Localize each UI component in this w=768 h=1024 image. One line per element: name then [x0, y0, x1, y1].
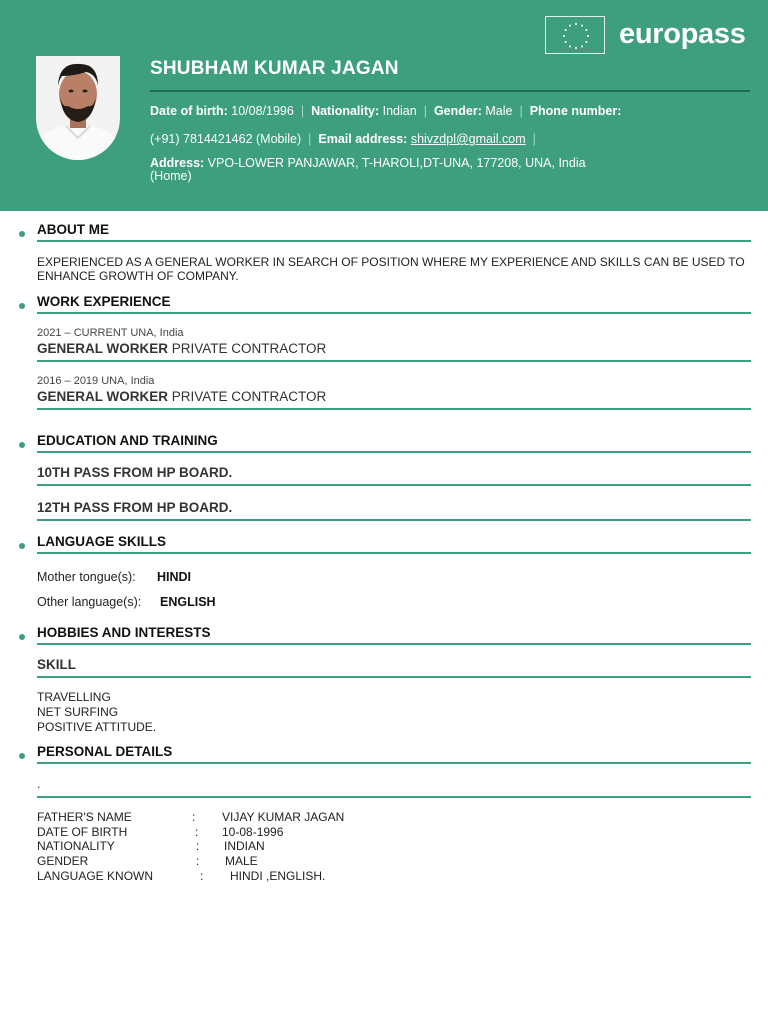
header-divider [150, 90, 750, 92]
brand-name: europass [619, 18, 746, 50]
section-rule [37, 451, 751, 453]
section-rule [37, 643, 751, 645]
separator: | [300, 104, 305, 118]
section-title-education: EDUCATION AND TRAINING [37, 433, 218, 448]
work-title: GENERAL WORKER [37, 389, 169, 404]
section-bullet [19, 634, 25, 640]
hobby-item: NET SURFING [37, 705, 119, 719]
personal-colon: : [196, 839, 200, 853]
personal-label: NATIONALITY [37, 839, 115, 853]
cv-header [0, 0, 768, 211]
personal-label: DATE OF BIRTH [37, 825, 128, 839]
entry-rule [37, 519, 751, 521]
email-link[interactable]: shivzdpl@gmail.com [410, 132, 526, 146]
europass-logo [545, 16, 755, 56]
other-language-label: Other language(s): [37, 595, 142, 609]
hobby-item: POSITIVE ATTITUDE. [37, 720, 157, 734]
separator: | [519, 104, 523, 118]
personal-colon: : [192, 810, 196, 824]
work-dates: 2016 – 2019 UNA, India [37, 375, 155, 387]
about-line-1: EXPERIENCED AS A GENERAL WORKER IN SEARCH OF POSITION WHERE MY EXPERIENCE AND SKILLS CAN BE USED TO [37, 255, 745, 269]
phone-value: (+91) 7814421462 (Mobile) [150, 132, 302, 146]
section-title-about: ABOUT ME [37, 222, 109, 237]
personal-dot: . [37, 777, 41, 791]
personal-label: LANGUAGE KNOWN [37, 869, 154, 883]
entry-rule [37, 676, 751, 678]
section-rule [37, 240, 751, 242]
education-entry: 10TH PASS FROM HP BOARD. [37, 465, 233, 480]
address-type: (Home) [150, 169, 192, 183]
education-entry: 12TH PASS FROM HP BOARD. [37, 500, 233, 515]
section-rule [37, 762, 751, 764]
personal-label: FATHER'S NAME [37, 810, 132, 824]
entry-rule [37, 796, 751, 798]
mother-tongue-label: Mother tongue(s): [37, 570, 136, 584]
gender-value: Male [485, 104, 513, 118]
personal-value: INDIAN [224, 839, 265, 853]
section-bullet [19, 753, 25, 759]
section-title-personal: PERSONAL DETAILS [37, 744, 173, 759]
work-title: GENERAL WORKER [37, 341, 169, 356]
personal-label: GENDER [37, 854, 89, 868]
info-line-3 [150, 157, 586, 183]
phone-label: Phone number: [529, 104, 622, 118]
about-line-2: ENHANCE GROWTH OF COMPANY. [37, 269, 239, 283]
section-bullet [19, 303, 25, 309]
personal-value: HINDI ,ENGLISH. [230, 869, 326, 883]
section-title-work: WORK EXPERIENCE [37, 294, 171, 309]
section-rule [37, 312, 751, 314]
personal-colon: : [196, 854, 200, 868]
separator: | [423, 104, 427, 118]
info-line-1 [150, 104, 621, 118]
section-bullet [19, 543, 25, 549]
other-language-value: ENGLISH [160, 595, 216, 609]
work-entry [37, 389, 326, 404]
gender-label: Gender: [433, 104, 482, 118]
eu-flag-icon [545, 16, 605, 54]
entry-rule [37, 360, 751, 362]
work-dates: 2021 – CURRENT UNA, India [37, 327, 184, 339]
address-label: Address: [150, 156, 205, 170]
section-title-hobbies: HOBBIES AND INTERESTS [37, 625, 211, 640]
nationality-value: Indian [382, 104, 417, 118]
section-bullet [19, 442, 25, 448]
section-rule [37, 552, 751, 554]
candidate-name: SHUBHAM KUMAR JAGAN [150, 58, 399, 79]
mother-tongue-value: HINDI [157, 570, 192, 584]
work-employer: PRIVATE CONTRACTOR [171, 341, 327, 356]
separator: | [308, 132, 312, 146]
hobby-item: TRAVELLING [37, 690, 111, 704]
dob-value: 10/08/1996 [231, 104, 294, 118]
entry-rule [37, 408, 751, 410]
profile-photo [36, 56, 120, 160]
entry-rule [37, 484, 751, 486]
work-entry [37, 341, 326, 356]
personal-colon: : [200, 869, 204, 883]
personal-value: MALE [225, 854, 258, 868]
separator: | [532, 132, 536, 146]
dob-label: Date of birth: [150, 104, 228, 118]
personal-colon: : [195, 825, 199, 839]
section-bullet [19, 231, 25, 237]
nationality-label: Nationality: [311, 104, 380, 118]
personal-value: 10-08-1996 [222, 825, 284, 839]
work-employer: PRIVATE CONTRACTOR [171, 389, 327, 404]
info-line-2 [150, 132, 543, 146]
email-label: Email address: [318, 132, 408, 146]
personal-value: VIJAY KUMAR JAGAN [222, 810, 345, 824]
hobbies-heading: SKILL [37, 657, 76, 672]
section-title-languages: LANGUAGE SKILLS [37, 534, 167, 549]
address-value: VPO-LOWER PANJAWAR, T-HAROLI,DT-UNA, 177208, UNA, India [207, 156, 586, 170]
